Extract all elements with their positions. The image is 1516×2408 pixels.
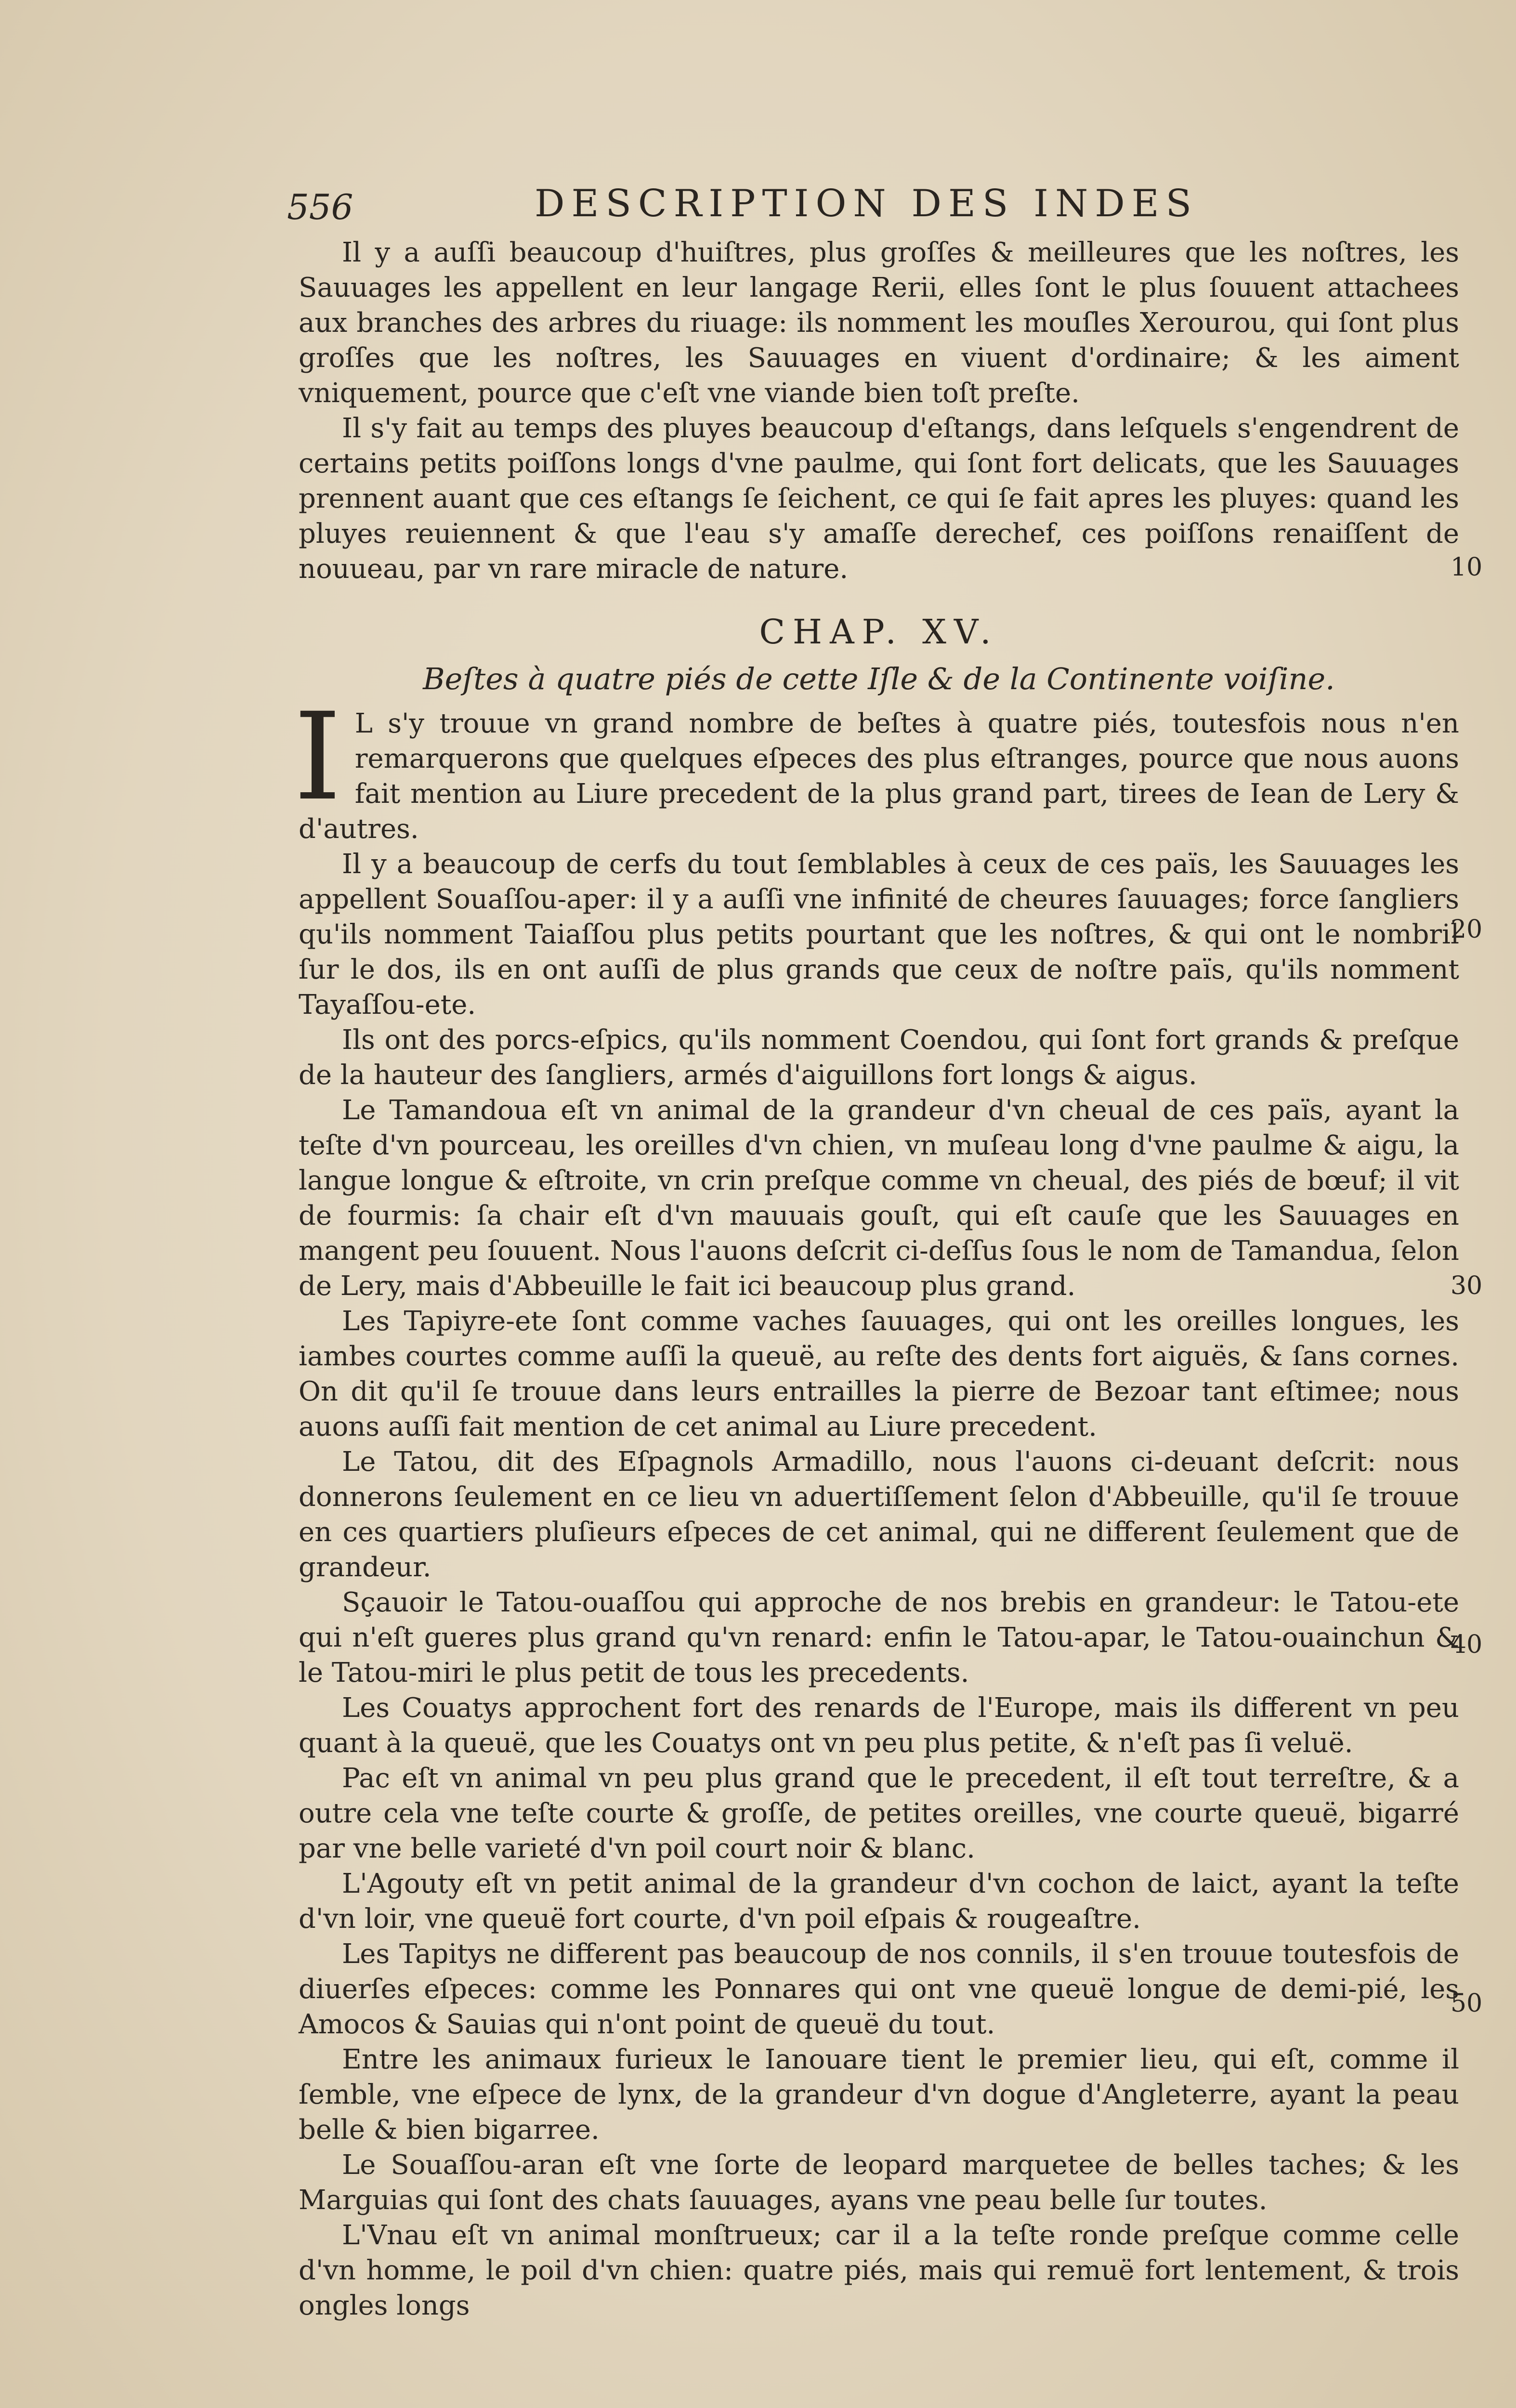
paragraph-souassou-aran: Le Souaſſou-aran eſt vne ſorte de leopard marquetee de belles taches; & les Marguias qui ſont des chats ſauuages, ayans vne peau belle ſur toutes. [299, 2149, 1459, 2216]
chapter-subtitle: Beſtes à quatre piés de cette Iſle & de la Continente voiſine. [423, 661, 1335, 696]
opening-paragraph-text: L s'y trouue vn grand nombre de beſtes à quatre piés, toutesfois nous n'en remarquerons que quelques eſpeces des plus eſtranges, pource que nous auons fait mention au Liure precedent de la plus grand part, tirees de Iean de Lery & d'autres. [299, 708, 1459, 845]
chapter-heading: CHAP. XV. [759, 612, 999, 652]
page-header [287, 182, 1459, 230]
paragraph-porcupines: Ils ont des porcs-eſpics, qu'ils nomment Coendou, qui ſont fort grands & preſque de la hauteur des ſangliers, armés d'aiguillons fort longs & aigus. [299, 1024, 1459, 1091]
margin-line-number: 40 [1451, 1630, 1483, 1659]
paragraph-oysters: Il y a auſſi beaucoup d'huiſtres, plus groſſes & meilleures que les noſtres, les Sauuages les appellent en leur langage Rerii, elles ſont le plus ſouuent attachees aux branches des arbres du riuage: ils nomment les mouſles Xerourou, qui ſont plus groſſes que les noſtres, les Sauuages en viuent d'ordinaire; & les aiment vniquement, pource que c'eſt vne viande bien toſt preſte. [299, 237, 1459, 409]
paragraph-ponds: Il s'y fait au temps des pluyes beaucoup d'eſtangs, dans leſquels s'engendrent de certains petits poiſſons longs d'vne paulme, qui ſont fort delicats, que les Sauuages prennent auant que ces eſtangs ſe ſeichent, ce qui ſe fait apres les pluyes: quand les pluyes reuiennent & que l'eau s'y amaſſe derechef, ces poiſſons renaiſſent de nouueau, par vn rare miracle de nature. [299, 413, 1459, 585]
paragraph-tapiyre: Les Tapiyre-ete ſont comme vaches ſauuages, qui ont les oreilles longues, les iambes courtes comme auſſi la queuë, au reſte des dents fort aiguës, & ſans cornes. On dit qu'il ſe trouue dans leurs entrailles la pierre de Bezoar tant eſtimee; nous auons auſſi fait mention de cet animal au Liure precedent. [299, 1306, 1459, 1442]
margin-line-number: 10 [1451, 553, 1483, 582]
paragraph-agouty: L'Agouty eſt vn petit animal de la grandeur d'vn cochon de laict, ayant la teſte d'vn loir, vne queuë fort courte, d'vn poil eſpais & rougeaſtre. [299, 1868, 1459, 1935]
paragraph-ianouare: Entre les animaux furieux le Ianouare tient le premier lieu, qui eſt, comme il ſemble, vne eſpece de lynx, de la grandeur d'vn dogue d'Angleterre, ayant la peau belle & bien bigarree. [299, 2044, 1459, 2146]
paragraph-tatou: Le Tatou, dit des Eſpagnols Armadillo, nous l'auons ci-deuant deſcrit: nous donnerons ſeulement en ce lieu vn aduertiſſement ſelon d'Abbeuille, qu'il ſe trouue en ces quartiers pluſieurs eſpeces de cet animal, qui ne different ſeulement que de grandeur. [299, 1446, 1459, 1583]
paragraph-tamandoua: Le Tamandoua eſt vn animal de la grandeur d'vn cheual de ces païs, ayant la teſte d'vn pourceau, les oreilles d'vn chien, vn muſeau long d'vne paulme & aigu, la langue longue & eſtroite, vn crin preſque comme vn cheual, des piés de bœuf; il vit de fourmis: ſa chair eſt d'vn mauuais gouſt, qui eſt cauſe que les Sauuages en mangent peu ſouuent. Nous l'auons deſcrit ci-deſſus ſous le nom de Tamandua, ſelon de Lery, mais d'Abbeuille le fait ici beaucoup plus grand. [299, 1095, 1459, 1302]
paragraph-vnau: L'Vnau eſt vn animal monſtrueux; car il a la teſte ronde preſque comme celle d'vn homme, le poil d'vn chien: quatre piés, mais qui remuë fort lentement, & trois ongles longs [299, 2220, 1459, 2321]
text-block [287, 182, 1459, 2323]
margin-line-number: 30 [1451, 1271, 1483, 1300]
opening-paragraph [294, 687, 1459, 847]
margin-line-number: 50 [1451, 1989, 1483, 2018]
page-number: 556 [287, 187, 353, 227]
drop-cap: I [294, 687, 341, 827]
paragraph-tapitys: Les Tapitys ne different pas beaucoup de nos connils, il s'en trouue toutesfois de diuerſes eſpeces: comme les Ponnares qui ont vne queuë longue de demi-pié, les Amocos & Sauias qui n'ont point de queuë du tout. [299, 1938, 1459, 2040]
paragraph-tatou-species: Sçauoir le Tatou-ouaſſou qui approche de nos brebis en grandeur: le Tatou-ete qui n'eſt gueres plus grand qu'vn renard: enfin le Tatou-apar, le Tatou-ouainchun & le Tatou-miri le plus petit de tous les precedents. [299, 1587, 1459, 1688]
paragraph-deer: Il y a beaucoup de cerfs du tout ſemblables à ceux de ces païs, les Sauuages les appellent Souaſſou-aper: il y a auſſi vne infinité de cheures ſauuages; force ſangliers qu'ils nomment Taiaſſou plus petits pourtant que les noſtres, & qui ont le nombril ſur le dos, ils en ont auſſi de plus grands que ceux de noſtre païs, qu'ils nomment Tayaſſou-ete. [299, 849, 1459, 1021]
margin-line-number: 20 [1451, 915, 1483, 944]
running-head: DESCRIPTION DES INDES [535, 182, 1199, 225]
paragraph-pac: Pac eſt vn animal vn peu plus grand que le precedent, il eſt tout terreſtre, & a outre cela vne teſte courte & groſſe, de petites oreilles, vne courte queuë, bigarré par vne belle varieté d'vn poil court noir & blanc. [299, 1763, 1459, 1864]
paragraph-couatys: Les Couatys approchent fort des renards de l'Europe, mais ils different vn peu quant à la queuë, que les Couatys ont vn peu plus petite, & n'eſt pas ſi veluë. [299, 1692, 1459, 1759]
